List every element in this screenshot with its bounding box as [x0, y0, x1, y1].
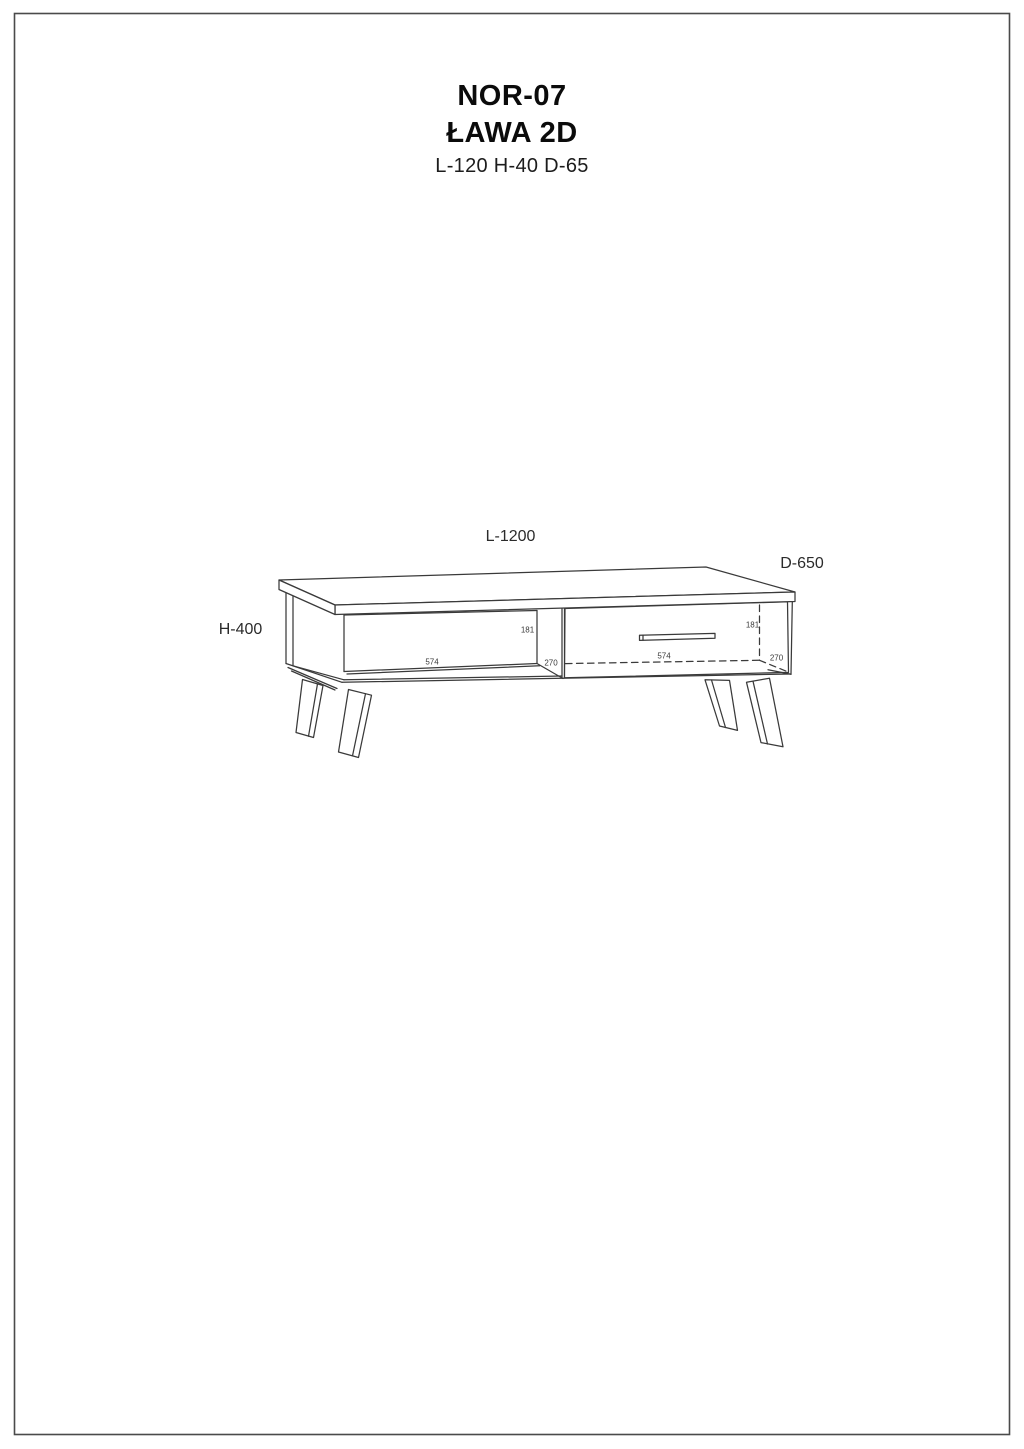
dim-length-label: L-1200	[485, 527, 536, 545]
drawer-depth-label: 270	[769, 653, 784, 662]
coffee-table-drawing	[279, 567, 795, 758]
drawer-height-label: 181	[745, 620, 760, 629]
shelf-height-label: 181	[520, 625, 535, 635]
product-dimensions: L-120 H-40 D-65	[435, 155, 589, 177]
drawer-width-label: 574	[657, 651, 671, 660]
dim-depth-label: D-650	[780, 554, 824, 572]
page-border	[15, 14, 1010, 1435]
dim-height-label: H-400	[218, 621, 263, 638]
product-code: NOR-07	[457, 80, 567, 112]
table-legs	[296, 678, 783, 757]
shelf-width-label: 574	[425, 657, 439, 666]
product-name: ŁAWA 2D	[446, 116, 578, 149]
title-block	[0, 78, 1024, 181]
shelf-depth-label: 270	[544, 658, 558, 667]
